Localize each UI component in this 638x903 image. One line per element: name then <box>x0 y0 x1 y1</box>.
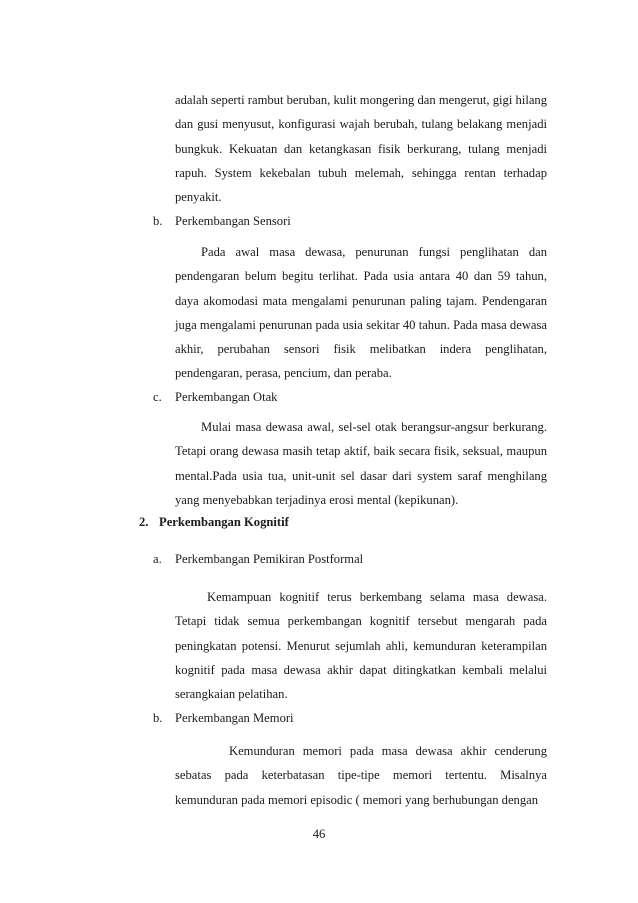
paragraph-perkembangan-otak <box>175 415 547 512</box>
heading-title: Perkembangan Pemikiran Postformal <box>175 552 364 566</box>
continuation-paragraph <box>175 88 547 209</box>
paragraph-perkembangan-memori <box>175 739 547 812</box>
paragraph-text: Kemunduran memori pada masa dewasa akhir cenderung sebatas pada keterbatasan tipe-tipe memori tertentu. Misalnya kemunduran pada memori episodic ( memori yang berhubungan dengan <box>175 744 547 807</box>
heading-perkembangan-memori <box>153 709 294 727</box>
paragraph-text: Kemampuan kognitif terus berkembang selama masa dewasa. Tetapi tidak semua perkembangan kognitif tersebut mengarah pada peningkatan potensi. Menurut sejumlah ahli, kemunduran keterampilan kognitif pada masa dewasa akhir dapat ditingkatkan kembali melalui serangkaian pelatihan. <box>175 590 547 702</box>
list-marker: b. <box>153 214 163 228</box>
list-marker: 2. <box>139 515 149 529</box>
heading-perkembangan-otak <box>153 388 277 406</box>
heading-perkembangan-kognitif <box>139 513 289 531</box>
paragraph-text: Mulai masa dewasa awal, sel-sel otak berangsur-angsur berkurang. Tetapi orang dewasa masih tetap aktif, baik secara fisik, seksual, maupun mental.Pada usia tua, unit-unit sel dasar dari system saraf menghilang yang menyebabkan terjadinya erosi mental (kepikunan). <box>175 420 547 507</box>
list-marker: b. <box>153 711 163 725</box>
list-marker: a. <box>153 552 162 566</box>
page-number: 46 <box>312 827 326 841</box>
heading-title: Perkembangan Memori <box>175 711 294 725</box>
heading-pemikiran-postformal <box>153 550 363 568</box>
paragraph-text: Pada awal masa dewasa, penurunan fungsi penglihatan dan pendengaran belum begitu terlihat. Pada usia antara 40 dan 59 tahun, daya akomodasi mata mengalami penurunan paling tajam. Pendengaran juga mengalami penurunan pada usia sekitar 40 tahun. Pada masa dewasa akhir, perubahan sensori fisik melibatkan indera penglihatan, pendengaran, perasa, pencium, dan peraba. <box>175 245 547 381</box>
paragraph-pemikiran-postformal <box>175 585 547 706</box>
list-marker: c. <box>153 390 162 404</box>
paragraph-perkembangan-sensori <box>175 240 547 386</box>
heading-title: Perkembangan Sensori <box>175 214 291 228</box>
paragraph-text: adalah seperti rambut beruban, kulit mongering dan mengerut, gigi hilang dan gusi menyusut, konfigurasi wajah berubah, tulang belakang menjadi bungkuk. Kekuatan dan ketangkasan fisik berkurang, tulang menjadi rapuh. System kekebalan tubuh melemah, sehingga rentan terhadap penyakit. <box>175 93 547 205</box>
heading-title: Perkembangan Kognitif <box>159 515 289 529</box>
heading-title: Perkembangan Otak <box>175 390 278 404</box>
heading-perkembangan-sensori <box>153 212 291 230</box>
